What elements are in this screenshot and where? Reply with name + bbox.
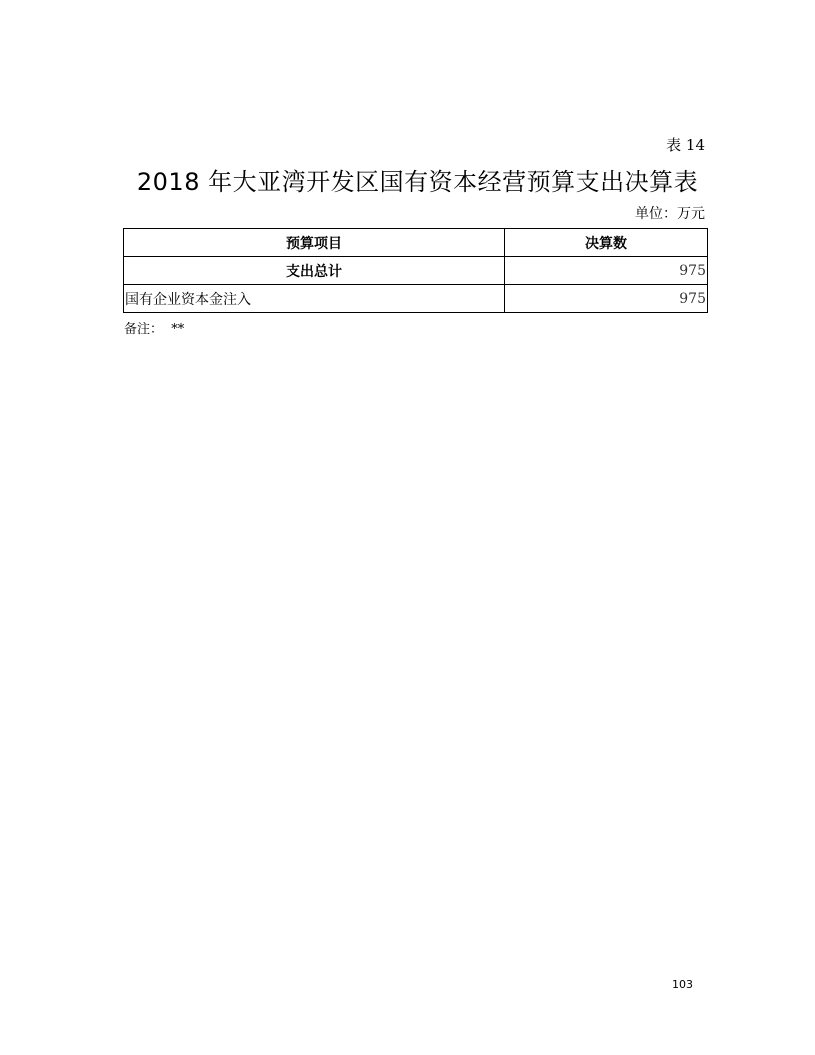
table-row (124, 285, 708, 313)
row-item-capital-injection: 国有企业资本金注入 (124, 285, 505, 313)
remark-note: 备注： ** (124, 322, 185, 337)
page-title: 2018 年大亚湾开发区国有资本经营预算支出决算表 (136, 168, 699, 196)
row-amount-total: 975 (505, 257, 708, 285)
table-number: 表 14 (666, 136, 705, 154)
table-row (124, 257, 708, 285)
row-item-total: 支出总计 (124, 257, 505, 285)
header-budget-item: 预算项目 (124, 229, 505, 257)
budget-table (123, 228, 708, 313)
header-final-amount: 决算数 (505, 229, 708, 257)
page-number: 103 (672, 978, 693, 991)
table-header-row (124, 229, 708, 257)
row-amount-capital-injection: 975 (505, 285, 708, 313)
unit-label: 单位：万元 (635, 206, 705, 222)
